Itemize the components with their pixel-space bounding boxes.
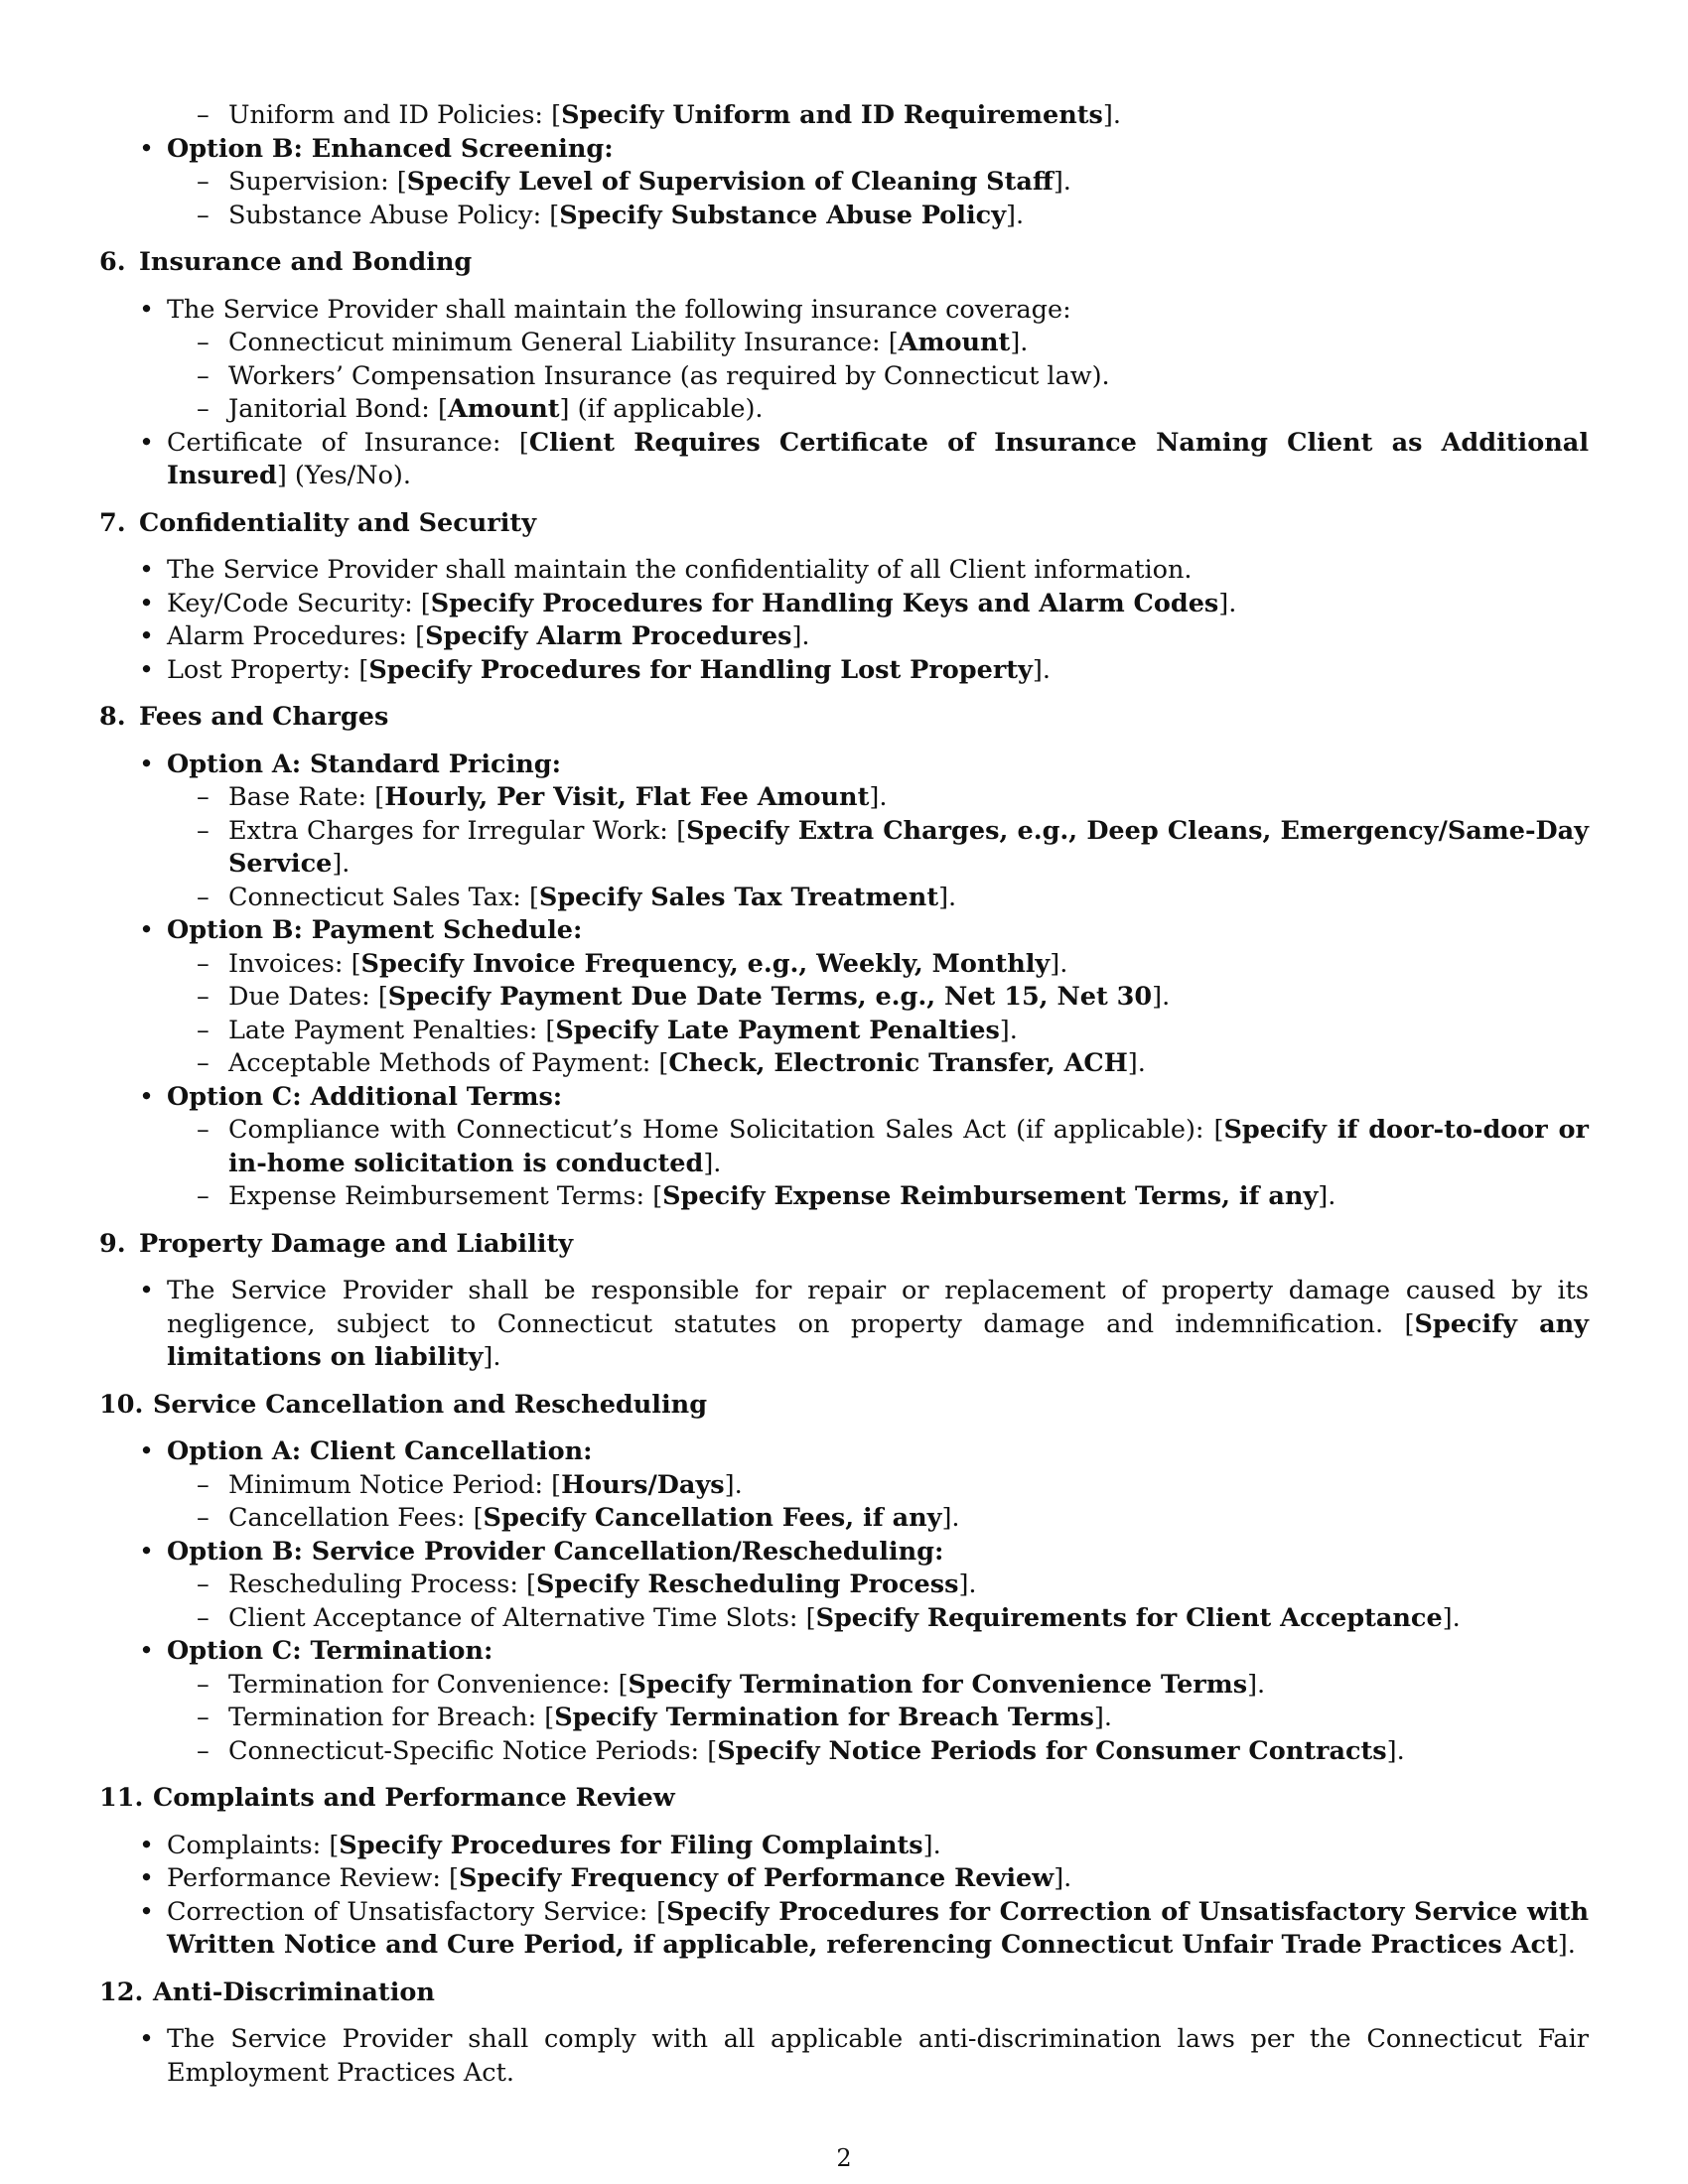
section-9 — [99, 1228, 1589, 1375]
option-heading: • Option A: Client Cancellation: — [139, 1436, 593, 1466]
sub-item: – Connecticut-Specific Notice Periods: [Specify Notice Periods for Consumer Contracts]. — [197, 1735, 1405, 1766]
sub-item: – Minimum Notice Period: [Hours/Days]. — [197, 1469, 743, 1500]
page-number: 2 — [836, 2144, 852, 2172]
section-heading: 10. Service Cancellation and Rescheduling — [99, 1389, 708, 1420]
sub-item-supervision: – Supervision: [Specify Level of Supervision of Cleaning Staff]. — [197, 167, 1071, 197]
sub-item: – Compliance with Connecticut’s Home Solicitation Sales Act (if applicable): [Specify if door-to-door or in-home solicitation is conducted]. — [197, 1115, 1589, 1178]
list-item: • Key/Code Security: [Specify Procedures for Handling Keys and Alarm Codes]. — [139, 588, 1237, 618]
option-heading: • Option A: Standard Pricing: — [139, 749, 562, 779]
list-item: • Correction of Unsatisfactory Service: [Specify Procedures for Correction of Unsatisfactory Service with Written Notice and Cure Period, if applicable, referencing Connecticut Unfair Trade Practices Act]. — [139, 1896, 1589, 1960]
section-heading: 12. Anti-Discrimination — [99, 1977, 435, 2007]
list-item: • The Service Provider shall maintain the confidentiality of all Client information. — [139, 555, 1193, 585]
section-12 — [99, 1977, 1589, 2091]
list-item: • The Service Provider shall be responsible for repair or replacement of property damage caused by its negligence, subject to Connecticut statutes on property damage and indemnification. [Specify any limitations on liability]. — [139, 1276, 1590, 1372]
list-item: • The Service Provider shall comply with all applicable anti-discrimination laws per the Connecticut Fair Employment Practices Act. — [139, 2024, 1589, 2088]
sub-item: – Connecticut Sales Tax: [Specify Sales Tax Treatment]. — [197, 882, 957, 912]
sub-item: – Invoices: [Specify Invoice Frequency, e.g., Weekly, Monthly]. — [197, 948, 1068, 979]
section-heading: 7. Confidentiality and Security — [99, 507, 537, 538]
section-11 — [99, 1782, 1589, 1963]
sub-item: – Expense Reimbursement Terms: [Specify Expense Reimbursement Terms, if any]. — [197, 1181, 1336, 1211]
sub-item-substance: – Substance Abuse Policy: [Specify Substance Abuse Policy]. — [197, 200, 1025, 230]
document-page — [99, 99, 1589, 2102]
option-heading: • Option C: Termination: — [139, 1636, 493, 1666]
section-10 — [99, 1389, 1589, 1769]
sub-item: – Due Dates: [Specify Payment Due Date Terms, e.g., Net 15, Net 30]. — [197, 982, 1171, 1012]
option-heading: • Option B: Service Provider Cancellation/Rescheduling: — [139, 1536, 944, 1567]
sub-item: – Base Rate: [Hourly, Per Visit, Flat Fee Amount]. — [197, 782, 888, 812]
section-heading: 11. Complaints and Performance Review — [99, 1783, 675, 1813]
sub-item: – Termination for Convenience: [Specify Termination for Convenience Terms]. — [197, 1669, 1266, 1700]
list-item: • The Service Provider shall maintain the following insurance coverage: — [139, 294, 1071, 325]
section-heading: 8. Fees and Charges — [99, 702, 389, 732]
list-item: • Lost Property: [Specify Procedures for Handling Lost Property]. — [139, 654, 1051, 685]
section-heading: 6. Insurance and Bonding — [99, 247, 473, 277]
sub-item: – Termination for Breach: [Specify Termination for Breach Terms]. — [197, 1703, 1112, 1732]
sub-item: – Cancellation Fees: [Specify Cancellation Fees, if any]. — [197, 1503, 960, 1533]
list-item: • Alarm Procedures: [Specify Alarm Procedures]. — [139, 621, 810, 651]
section-heading: 9. Property Damage and Liability — [99, 1228, 574, 1259]
sub-item: – Workers’ Compensation Insurance (as required by Connecticut law). — [197, 360, 1110, 391]
sub-item: – Janitorial Bond: [Amount] (if applicable). — [197, 394, 764, 424]
option-b-enhanced-screening: • Option B: Enhanced Screening: — [139, 133, 614, 164]
list-item: • Certificate of Insurance: [Client Requires Certificate of Insurance Naming Client as Additional Insured] (Yes/No). — [139, 427, 1590, 490]
sub-item: – Client Acceptance of Alternative Time Slots: [Specify Requirements for Client Acceptance]. — [197, 1602, 1461, 1633]
option-heading: • Option B: Payment Schedule: — [139, 915, 583, 945]
sub-item: – Rescheduling Process: [Specify Rescheduling Process]. — [197, 1570, 977, 1599]
section-6 — [99, 246, 1589, 493]
sub-item: – Late Payment Penalties: [Specify Late Payment Penalties]. — [197, 1015, 1018, 1045]
sub-item: – Extra Charges for Irregular Work: [Specify Extra Charges, e.g., Deep Cleans, Emergency/Same-Day Service]. — [197, 815, 1589, 879]
list-item: • Performance Review: [Specify Frequency of Performance Review]. — [139, 1863, 1072, 1893]
option-heading: • Option C: Additional Terms: — [139, 1081, 563, 1112]
sub-item: – Connecticut minimum General Liability Insurance: [Amount]. — [197, 328, 1029, 357]
list-item: • Complaints: [Specify Procedures for Filing Complaints]. — [139, 1830, 941, 1860]
section-8 — [99, 701, 1589, 1214]
section-7 — [99, 507, 1589, 688]
sub-item-uniform: – Uniform and ID Policies: [Specify Uniform and ID Requirements]. — [197, 100, 1121, 130]
sub-item: – Acceptable Methods of Payment: [Check, Electronic Transfer, ACH]. — [197, 1048, 1146, 1078]
